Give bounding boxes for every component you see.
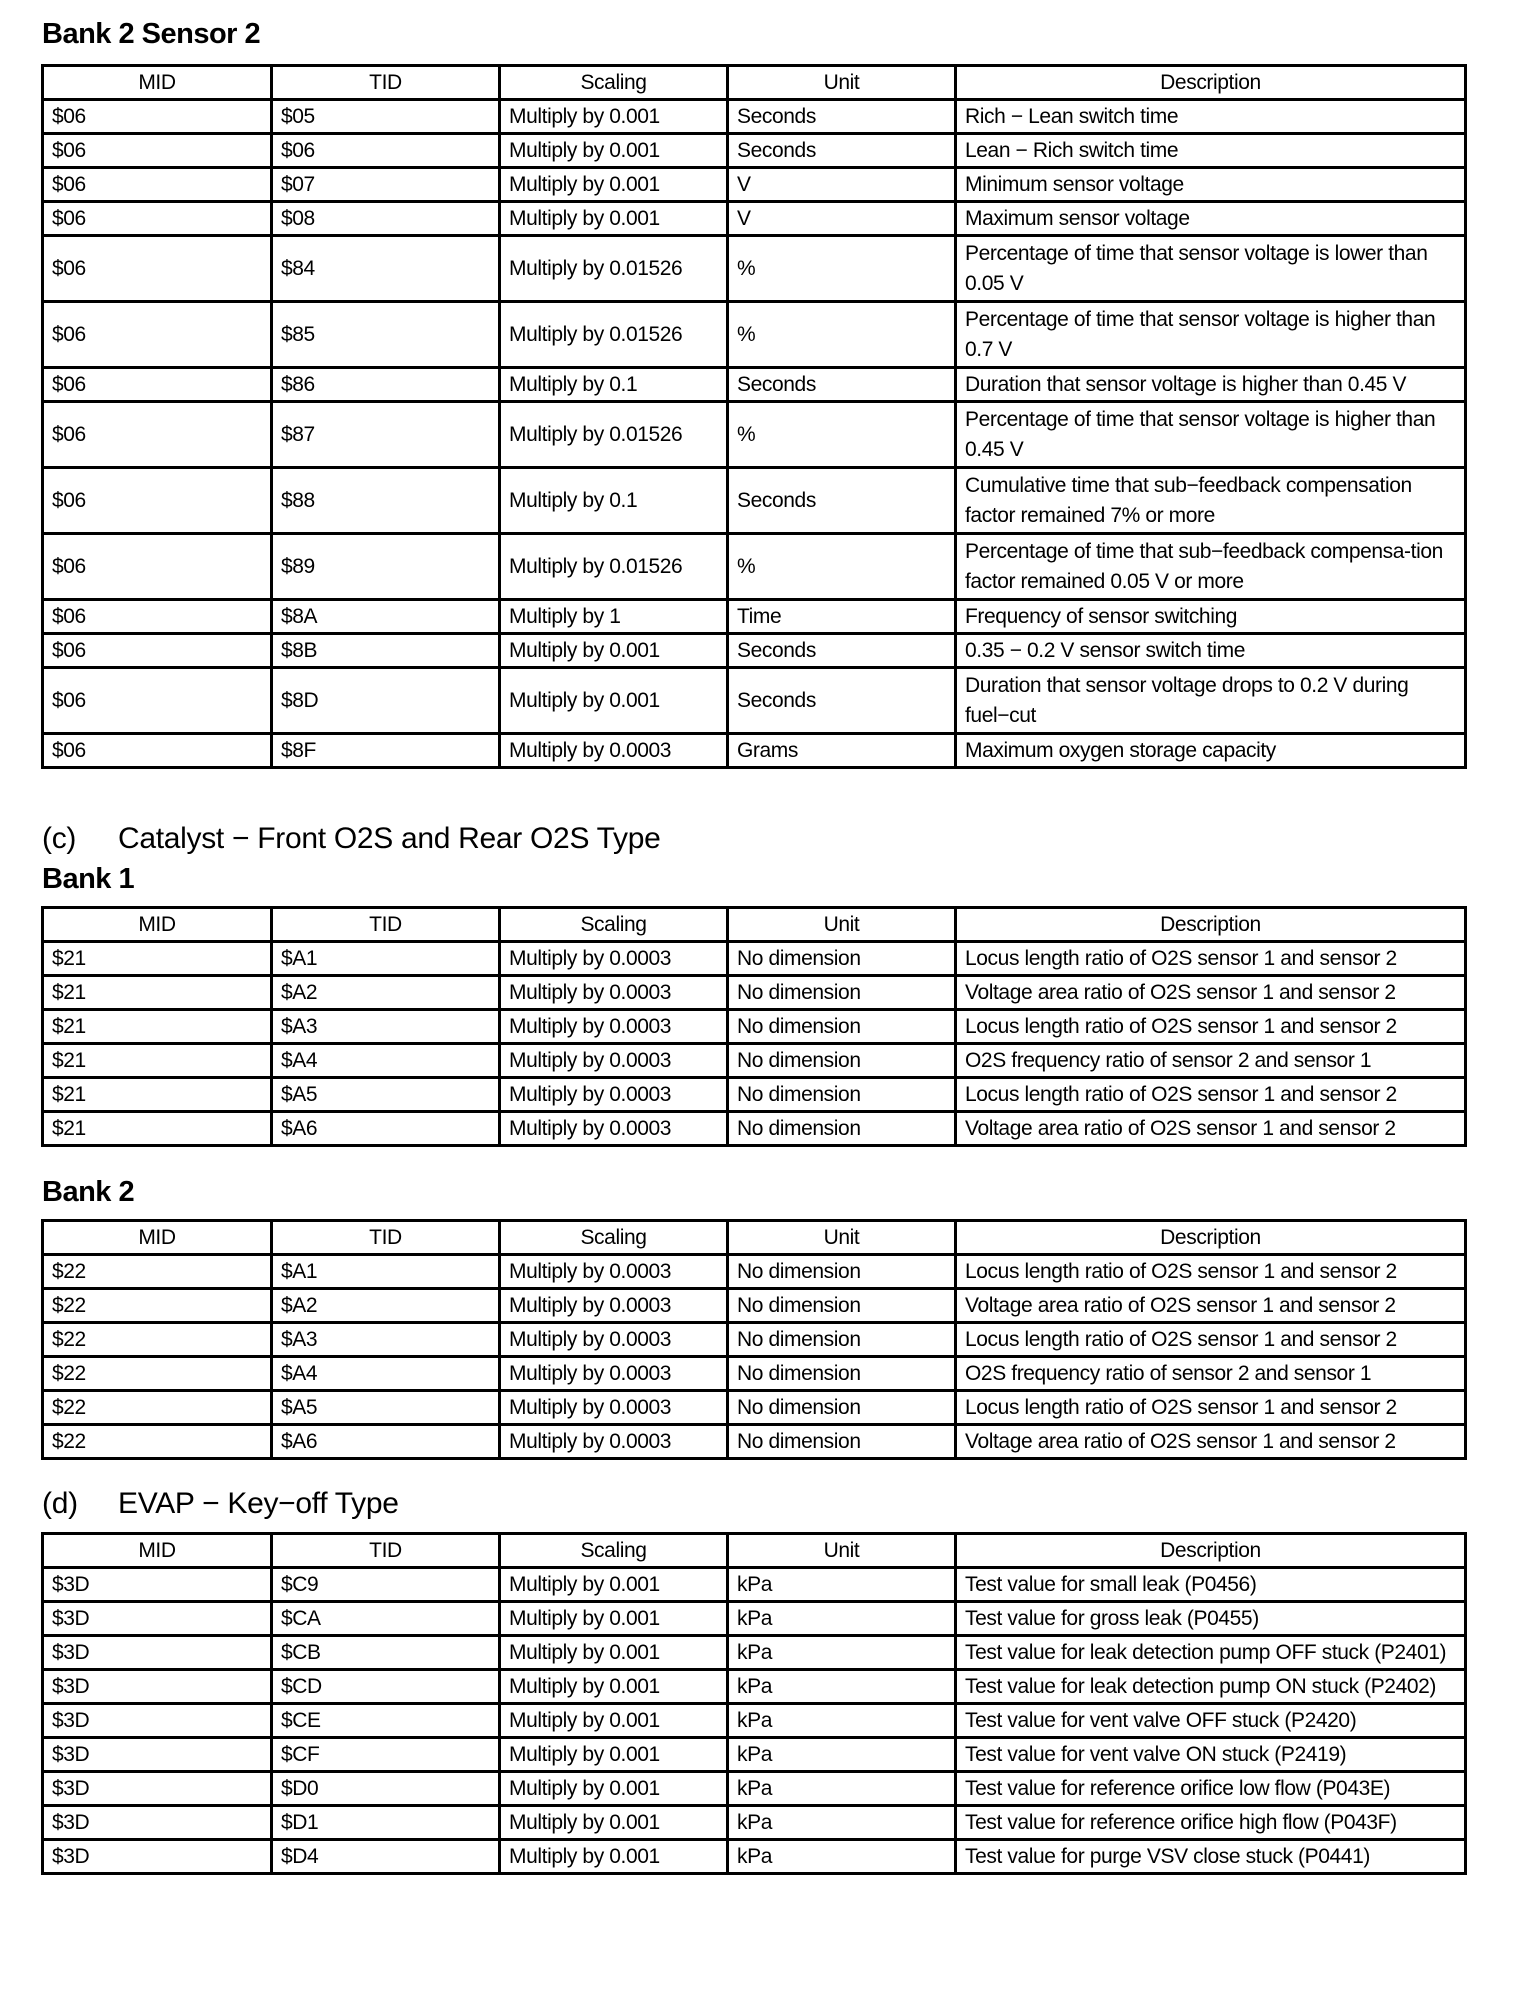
- description-cell: Voltage area ratio of O2S sensor 1 and sensor 2: [956, 1289, 1466, 1323]
- column-header-scaling: Scaling: [500, 908, 728, 942]
- column-header-scaling: Scaling: [500, 1221, 728, 1255]
- mid-cell: $21: [43, 1078, 272, 1112]
- description-cell: Cumulative time that sub−feedback compensation factor remained 7% or more: [956, 468, 1466, 534]
- tid-cell: $A6: [272, 1425, 500, 1459]
- description-cell: Test value for reference orifice high flow (P043F): [956, 1806, 1466, 1840]
- table-row: [43, 734, 1466, 768]
- table-catalyst-bank1: [41, 906, 1467, 1147]
- tid-cell: $85: [272, 302, 500, 368]
- scaling-cell: Multiply by 0.0003: [500, 1323, 728, 1357]
- tid-cell: $89: [272, 534, 500, 600]
- section-heading-evap: [42, 1487, 399, 1521]
- tid-cell: $07: [272, 168, 500, 202]
- mid-cell: $22: [43, 1425, 272, 1459]
- tid-cell: $8F: [272, 734, 500, 768]
- description-cell: Test value for purge VSV close stuck (P0441): [956, 1840, 1466, 1874]
- header-row: [43, 66, 1466, 100]
- mid-cell: $22: [43, 1357, 272, 1391]
- table-row: [43, 1806, 1466, 1840]
- table-row: [43, 534, 1466, 600]
- section-title: EVAP − Key−off Type: [118, 1487, 399, 1520]
- unit-cell: V: [728, 202, 956, 236]
- scaling-cell: Multiply by 1: [500, 600, 728, 634]
- scaling-cell: Multiply by 0.0003: [500, 1010, 728, 1044]
- description-cell: 0.35 − 0.2 V sensor switch time: [956, 634, 1466, 668]
- table-row: [43, 402, 1466, 468]
- scaling-cell: Multiply by 0.0003: [500, 1078, 728, 1112]
- unit-cell: V: [728, 168, 956, 202]
- unit-cell: No dimension: [728, 1323, 956, 1357]
- description-cell: Percentage of time that sensor voltage is lower than 0.05 V: [956, 236, 1466, 302]
- description-cell: Voltage area ratio of O2S sensor 1 and sensor 2: [956, 1112, 1466, 1146]
- tid-cell: $06: [272, 134, 500, 168]
- unit-cell: No dimension: [728, 1010, 956, 1044]
- mid-cell: $3D: [43, 1840, 272, 1874]
- scaling-cell: Multiply by 0.0003: [500, 1357, 728, 1391]
- unit-cell: No dimension: [728, 1289, 956, 1323]
- tid-cell: $CF: [272, 1738, 500, 1772]
- description-cell: Percentage of time that sub−feedback compensa-tion factor remained 0.05 V or more: [956, 534, 1466, 600]
- table-row: [43, 202, 1466, 236]
- unit-cell: Grams: [728, 734, 956, 768]
- description-cell: Test value for small leak (P0456): [956, 1568, 1466, 1602]
- column-header-unit: Unit: [728, 66, 956, 100]
- tid-cell: $88: [272, 468, 500, 534]
- description-cell: Test value for reference orifice low flow (P043E): [956, 1772, 1466, 1806]
- description-cell: Locus length ratio of O2S sensor 1 and sensor 2: [956, 1391, 1466, 1425]
- unit-cell: kPa: [728, 1772, 956, 1806]
- tid-cell: $A5: [272, 1078, 500, 1112]
- mid-cell: $21: [43, 976, 272, 1010]
- table-row: [43, 368, 1466, 402]
- tid-cell: $A2: [272, 976, 500, 1010]
- mid-cell: $06: [43, 634, 272, 668]
- tid-cell: $A4: [272, 1044, 500, 1078]
- scaling-cell: Multiply by 0.001: [500, 202, 728, 236]
- mid-cell: $22: [43, 1391, 272, 1425]
- mid-cell: $22: [43, 1255, 272, 1289]
- mid-cell: $21: [43, 1112, 272, 1146]
- table-row: [43, 1840, 1466, 1874]
- mid-cell: $3D: [43, 1772, 272, 1806]
- section-heading-catalyst: [42, 822, 661, 856]
- column-header-mid: MID: [43, 1534, 272, 1568]
- table-row: [43, 976, 1466, 1010]
- table-row: [43, 1010, 1466, 1044]
- scaling-cell: Multiply by 0.001: [500, 634, 728, 668]
- unit-cell: Seconds: [728, 134, 956, 168]
- unit-cell: No dimension: [728, 1078, 956, 1112]
- tid-cell: $D4: [272, 1840, 500, 1874]
- tid-cell: $86: [272, 368, 500, 402]
- mid-cell: $21: [43, 942, 272, 976]
- column-header-tid: TID: [272, 66, 500, 100]
- mid-cell: $06: [43, 734, 272, 768]
- description-cell: Duration that sensor voltage is higher than 0.45 V: [956, 368, 1466, 402]
- scaling-cell: Multiply by 0.0003: [500, 1289, 728, 1323]
- tid-cell: $84: [272, 236, 500, 302]
- tid-cell: $CA: [272, 1602, 500, 1636]
- tid-cell: $8A: [272, 600, 500, 634]
- column-header-description: Description: [956, 1534, 1466, 1568]
- description-cell: Test value for vent valve OFF stuck (P2420): [956, 1704, 1466, 1738]
- column-header-unit: Unit: [728, 908, 956, 942]
- unit-cell: kPa: [728, 1568, 956, 1602]
- unit-cell: kPa: [728, 1704, 956, 1738]
- table-row: [43, 302, 1466, 368]
- scaling-cell: Multiply by 0.001: [500, 1772, 728, 1806]
- table-row: [43, 1391, 1466, 1425]
- tid-cell: $05: [272, 100, 500, 134]
- description-cell: Test value for vent valve ON stuck (P2419): [956, 1738, 1466, 1772]
- tid-cell: $CD: [272, 1670, 500, 1704]
- table-row: [43, 1704, 1466, 1738]
- scaling-cell: Multiply by 0.001: [500, 168, 728, 202]
- table-row: [43, 168, 1466, 202]
- table-row: [43, 468, 1466, 534]
- mid-cell: $22: [43, 1323, 272, 1357]
- column-header-mid: MID: [43, 66, 272, 100]
- mid-cell: $06: [43, 236, 272, 302]
- mid-cell: $06: [43, 100, 272, 134]
- section-label: (c): [42, 822, 77, 855]
- unit-cell: %: [728, 534, 956, 600]
- column-header-tid: TID: [272, 1221, 500, 1255]
- scaling-cell: Multiply by 0.001: [500, 1704, 728, 1738]
- description-cell: Minimum sensor voltage: [956, 168, 1466, 202]
- tid-cell: $A3: [272, 1323, 500, 1357]
- unit-cell: Seconds: [728, 368, 956, 402]
- column-header-unit: Unit: [728, 1221, 956, 1255]
- table-row: [43, 1602, 1466, 1636]
- mid-cell: $3D: [43, 1738, 272, 1772]
- unit-cell: No dimension: [728, 1391, 956, 1425]
- tid-cell: $CE: [272, 1704, 500, 1738]
- scaling-cell: Multiply by 0.1: [500, 368, 728, 402]
- description-cell: Test value for leak detection pump ON stuck (P2402): [956, 1670, 1466, 1704]
- column-header-description: Description: [956, 1221, 1466, 1255]
- section-title: Catalyst − Front O2S and Rear O2S Type: [118, 822, 661, 855]
- table-row: [43, 634, 1466, 668]
- table-catalyst-bank2: [41, 1219, 1467, 1460]
- tid-cell: $A1: [272, 1255, 500, 1289]
- description-cell: Locus length ratio of O2S sensor 1 and sensor 2: [956, 1010, 1466, 1044]
- tid-cell: $D0: [272, 1772, 500, 1806]
- description-cell: O2S frequency ratio of sensor 2 and sensor 1: [956, 1044, 1466, 1078]
- mid-cell: $22: [43, 1289, 272, 1323]
- mid-cell: $3D: [43, 1602, 272, 1636]
- tid-cell: $A4: [272, 1357, 500, 1391]
- tid-cell: $08: [272, 202, 500, 236]
- scaling-cell: Multiply by 0.0003: [500, 1425, 728, 1459]
- unit-cell: Seconds: [728, 668, 956, 734]
- unit-cell: kPa: [728, 1602, 956, 1636]
- scaling-cell: Multiply by 0.01526: [500, 402, 728, 468]
- unit-cell: No dimension: [728, 1425, 956, 1459]
- column-header-scaling: Scaling: [500, 1534, 728, 1568]
- tid-cell: $87: [272, 402, 500, 468]
- tid-cell: $A5: [272, 1391, 500, 1425]
- scaling-cell: Multiply by 0.1: [500, 468, 728, 534]
- column-header-description: Description: [956, 66, 1466, 100]
- unit-cell: No dimension: [728, 1044, 956, 1078]
- table-row: [43, 236, 1466, 302]
- mid-cell: $06: [43, 468, 272, 534]
- description-cell: Lean − Rich switch time: [956, 134, 1466, 168]
- mid-cell: $3D: [43, 1704, 272, 1738]
- mid-cell: $21: [43, 1010, 272, 1044]
- table-row: [43, 1044, 1466, 1078]
- table-row: [43, 1357, 1466, 1391]
- unit-cell: kPa: [728, 1806, 956, 1840]
- tid-cell: $A6: [272, 1112, 500, 1146]
- tid-cell: $8D: [272, 668, 500, 734]
- description-cell: Voltage area ratio of O2S sensor 1 and sensor 2: [956, 1425, 1466, 1459]
- mid-cell: $3D: [43, 1636, 272, 1670]
- column-header-unit: Unit: [728, 1534, 956, 1568]
- table-row: [43, 1255, 1466, 1289]
- table-row: [43, 134, 1466, 168]
- table-row: [43, 668, 1466, 734]
- unit-cell: No dimension: [728, 976, 956, 1010]
- tid-cell: $A2: [272, 1289, 500, 1323]
- table-row: [43, 1289, 1466, 1323]
- tid-cell: $CB: [272, 1636, 500, 1670]
- tid-cell: $A3: [272, 1010, 500, 1044]
- mid-cell: $3D: [43, 1568, 272, 1602]
- unit-cell: Seconds: [728, 100, 956, 134]
- table-bank2-sensor2: [41, 64, 1467, 769]
- mid-cell: $3D: [43, 1670, 272, 1704]
- table-row: [43, 942, 1466, 976]
- description-cell: O2S frequency ratio of sensor 2 and sensor 1: [956, 1357, 1466, 1391]
- scaling-cell: Multiply by 0.001: [500, 1806, 728, 1840]
- unit-cell: kPa: [728, 1840, 956, 1874]
- tid-cell: $D1: [272, 1806, 500, 1840]
- scaling-cell: Multiply by 0.001: [500, 1568, 728, 1602]
- header-row: [43, 1221, 1466, 1255]
- tid-cell: $C9: [272, 1568, 500, 1602]
- unit-cell: No dimension: [728, 942, 956, 976]
- unit-cell: kPa: [728, 1670, 956, 1704]
- unit-cell: No dimension: [728, 1255, 956, 1289]
- description-cell: Locus length ratio of O2S sensor 1 and sensor 2: [956, 1255, 1466, 1289]
- table-row: [43, 1078, 1466, 1112]
- description-cell: Locus length ratio of O2S sensor 1 and sensor 2: [956, 1323, 1466, 1357]
- mid-cell: $06: [43, 168, 272, 202]
- table-row: [43, 1323, 1466, 1357]
- scaling-cell: Multiply by 0.0003: [500, 1112, 728, 1146]
- table-row: [43, 1112, 1466, 1146]
- heading-bank1: Bank 1: [42, 863, 135, 895]
- table-row: [43, 1425, 1466, 1459]
- table-evap: [41, 1532, 1467, 1875]
- description-cell: Duration that sensor voltage drops to 0.2 V during fuel−cut: [956, 668, 1466, 734]
- unit-cell: %: [728, 302, 956, 368]
- scaling-cell: Multiply by 0.01526: [500, 534, 728, 600]
- mid-cell: $06: [43, 600, 272, 634]
- unit-cell: No dimension: [728, 1112, 956, 1146]
- heading-bank2-sensor2: Bank 2 Sensor 2: [42, 18, 261, 50]
- unit-cell: Seconds: [728, 468, 956, 534]
- description-cell: Test value for leak detection pump OFF stuck (P2401): [956, 1636, 1466, 1670]
- mid-cell: $06: [43, 668, 272, 734]
- unit-cell: Seconds: [728, 634, 956, 668]
- scaling-cell: Multiply by 0.01526: [500, 302, 728, 368]
- column-header-mid: MID: [43, 908, 272, 942]
- scaling-cell: Multiply by 0.0003: [500, 1391, 728, 1425]
- scaling-cell: Multiply by 0.001: [500, 1636, 728, 1670]
- description-cell: Voltage area ratio of O2S sensor 1 and sensor 2: [956, 976, 1466, 1010]
- description-cell: Maximum sensor voltage: [956, 202, 1466, 236]
- scaling-cell: Multiply by 0.001: [500, 668, 728, 734]
- mid-cell: $3D: [43, 1806, 272, 1840]
- description-cell: Frequency of sensor switching: [956, 600, 1466, 634]
- scaling-cell: Multiply by 0.0003: [500, 942, 728, 976]
- column-header-scaling: Scaling: [500, 66, 728, 100]
- unit-cell: No dimension: [728, 1357, 956, 1391]
- table-row: [43, 1636, 1466, 1670]
- scaling-cell: Multiply by 0.0003: [500, 734, 728, 768]
- scaling-cell: Multiply by 0.001: [500, 1840, 728, 1874]
- scaling-cell: Multiply by 0.0003: [500, 1044, 728, 1078]
- mid-cell: $06: [43, 402, 272, 468]
- scaling-cell: Multiply by 0.001: [500, 1602, 728, 1636]
- column-header-tid: TID: [272, 1534, 500, 1568]
- scaling-cell: Multiply by 0.001: [500, 134, 728, 168]
- description-cell: Percentage of time that sensor voltage is higher than 0.45 V: [956, 402, 1466, 468]
- mid-cell: $06: [43, 134, 272, 168]
- table-row: [43, 1772, 1466, 1806]
- table-row: [43, 100, 1466, 134]
- unit-cell: Time: [728, 600, 956, 634]
- tid-cell: $8B: [272, 634, 500, 668]
- description-cell: Rich − Lean switch time: [956, 100, 1466, 134]
- mid-cell: $21: [43, 1044, 272, 1078]
- table-row: [43, 1738, 1466, 1772]
- scaling-cell: Multiply by 0.001: [500, 100, 728, 134]
- description-cell: Locus length ratio of O2S sensor 1 and sensor 2: [956, 1078, 1466, 1112]
- table-row: [43, 1670, 1466, 1704]
- header-row: [43, 1534, 1466, 1568]
- column-header-description: Description: [956, 908, 1466, 942]
- heading-bank2: Bank 2: [42, 1176, 135, 1208]
- header-row: [43, 908, 1466, 942]
- unit-cell: kPa: [728, 1738, 956, 1772]
- description-cell: Test value for gross leak (P0455): [956, 1602, 1466, 1636]
- scaling-cell: Multiply by 0.001: [500, 1670, 728, 1704]
- mid-cell: $06: [43, 302, 272, 368]
- scaling-cell: Multiply by 0.0003: [500, 1255, 728, 1289]
- tid-cell: $A1: [272, 942, 500, 976]
- scaling-cell: Multiply by 0.0003: [500, 976, 728, 1010]
- mid-cell: $06: [43, 202, 272, 236]
- mid-cell: $06: [43, 368, 272, 402]
- mid-cell: $06: [43, 534, 272, 600]
- unit-cell: %: [728, 236, 956, 302]
- table-row: [43, 600, 1466, 634]
- unit-cell: %: [728, 402, 956, 468]
- description-cell: Percentage of time that sensor voltage is higher than 0.7 V: [956, 302, 1466, 368]
- column-header-mid: MID: [43, 1221, 272, 1255]
- description-cell: Locus length ratio of O2S sensor 1 and sensor 2: [956, 942, 1466, 976]
- unit-cell: kPa: [728, 1636, 956, 1670]
- description-cell: Maximum oxygen storage capacity: [956, 734, 1466, 768]
- scaling-cell: Multiply by 0.001: [500, 1738, 728, 1772]
- scaling-cell: Multiply by 0.01526: [500, 236, 728, 302]
- column-header-tid: TID: [272, 908, 500, 942]
- section-label: (d): [42, 1487, 78, 1520]
- table-row: [43, 1568, 1466, 1602]
